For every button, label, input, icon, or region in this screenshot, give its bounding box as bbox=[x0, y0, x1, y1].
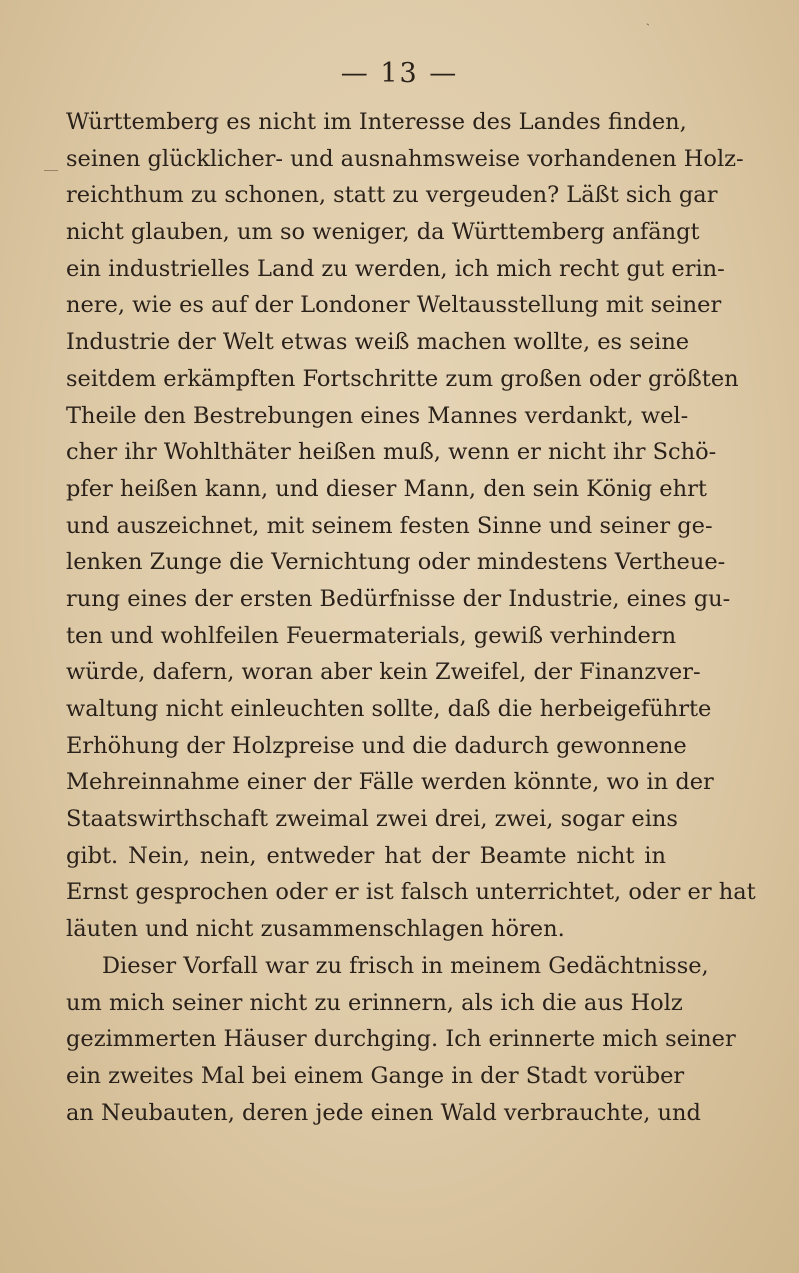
text-line: ein industrielles Land zu werden, ich mich recht gut erin- bbox=[66, 255, 725, 282]
text-line: ein zweites Mal bei einem Gange in der Stadt vorüber bbox=[66, 1062, 685, 1089]
text-line: seinen glücklicher- und ausnahmsweise vorhandenen Holz- bbox=[66, 145, 744, 172]
text-line: nicht glauben, um so weniger, da Württemberg anfängt bbox=[66, 219, 700, 246]
text-line: nere, wie es auf der Londoner Weltausstellung mit seiner bbox=[66, 292, 722, 319]
text-line: gezimmerten Häuser durchging. Ich erinnerte mich seiner bbox=[66, 1026, 736, 1053]
corner-mark: ˎ bbox=[646, 12, 650, 26]
text-line: Staatswirthschaft zweimal zwei drei, zwei, sogar eins bbox=[66, 806, 678, 833]
text-line: läuten und nicht zusammenschlagen hören. bbox=[66, 916, 565, 943]
text-line: waltung nicht einleuchten sollte, daß die herbeigeführte bbox=[66, 696, 712, 722]
text-line: ten und wohlfeilen Feuermaterials, gewiß verhindern bbox=[66, 622, 677, 649]
text-line: cher ihr Wohlthäter heißen muß, wenn er nicht ihr Schö- bbox=[66, 439, 717, 466]
paragraph-2 bbox=[66, 948, 736, 1131]
text-line: Industrie der Welt etwas weiß machen wollte, es seine bbox=[66, 329, 690, 356]
text-line: an Neubauten, deren jede einen Wald verbrauchte, und bbox=[66, 1099, 701, 1126]
text-line: um mich seiner nicht zu erinnern, als ich die aus Holz bbox=[66, 989, 683, 1016]
text-line: gibt. Nein, nein, entweder hat der Beamte nicht in bbox=[66, 842, 666, 869]
text-line: pfer heißen kann, und dieser Mann, den sein König ehrt bbox=[66, 475, 707, 502]
text-line: Württemberg es nicht im Interesse des Landes finden, bbox=[66, 109, 687, 135]
text-line: würde, dafern, woran aber kein Zweifel, der Finanzver- bbox=[66, 659, 701, 686]
text-line: Dieser Vorfall war zu frisch in meinem Gedächtnisse, bbox=[102, 952, 709, 979]
text-line: Theile den Bestrebungen eines Mannes verdankt, wel- bbox=[66, 402, 689, 429]
text-line: lenken Zunge die Vernichtung oder mindestens Vertheue- bbox=[66, 549, 726, 576]
body-text bbox=[66, 104, 756, 1131]
text-line: seitdem erkämpften Fortschritte zum großen oder größten bbox=[66, 365, 739, 392]
text-line: Erhöhung der Holzpreise und die dadurch gewonnene bbox=[66, 732, 687, 759]
page-number: — 13 — bbox=[340, 58, 459, 89]
text-line: und auszeichnet, mit seinem festen Sinne und seiner ge- bbox=[66, 512, 713, 539]
text-line: reichthum zu schonen, statt zu vergeuden? Läßt sich gar bbox=[66, 182, 718, 209]
text-line: Mehreinnahme einer der Fälle werden könnte, wo in der bbox=[66, 769, 714, 796]
text-line: rung eines der ersten Bedürfnisse der Industrie, eines gu- bbox=[66, 585, 731, 612]
text-line: Ernst gesprochen oder er ist falsch unterrichtet, oder er hat bbox=[66, 879, 756, 906]
margin-mark bbox=[44, 170, 58, 171]
paragraph-1 bbox=[66, 104, 756, 948]
